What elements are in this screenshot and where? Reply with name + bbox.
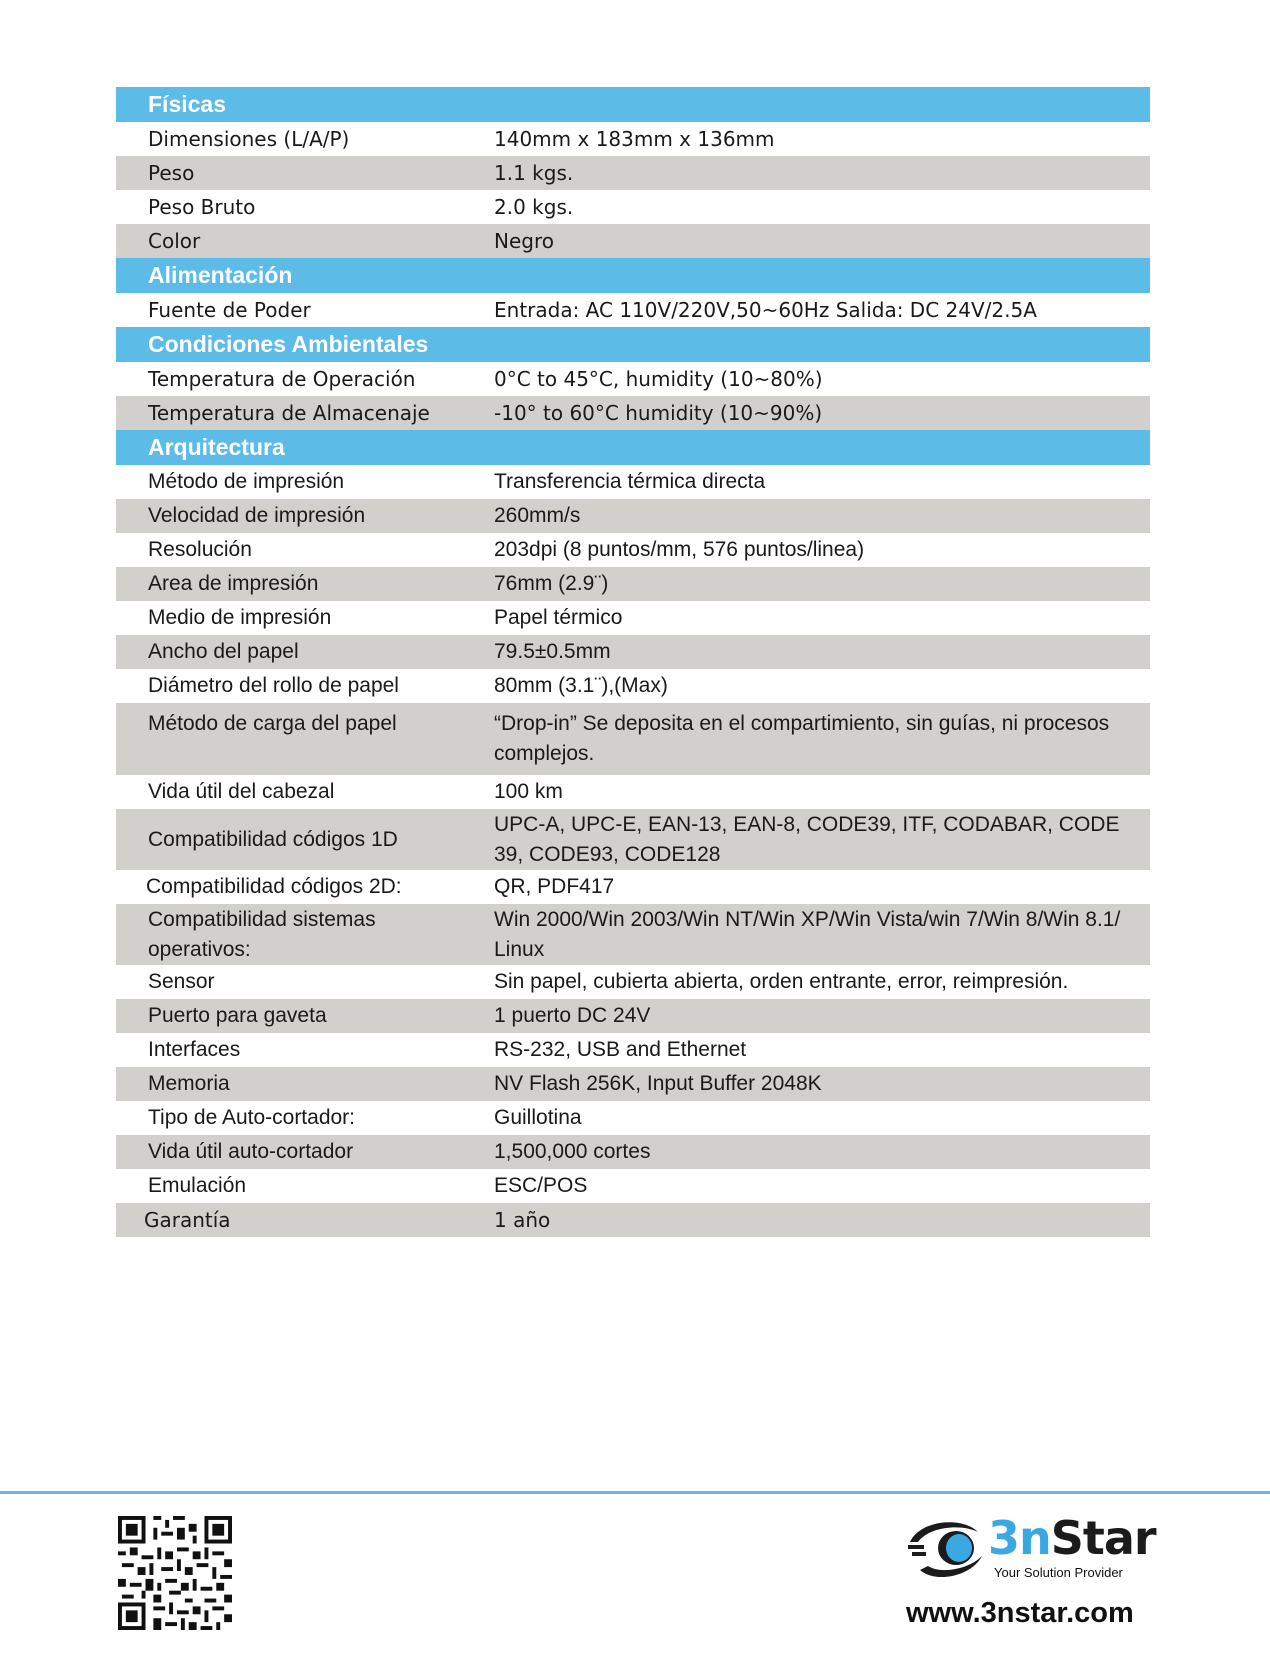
spec-value: Transferencia térmica directa	[494, 470, 766, 493]
spec-value: ESC/POS	[494, 1174, 588, 1197]
spec-label: Compatibilidad códigos 1D	[148, 827, 398, 851]
spec-label: Area de impresión	[148, 572, 319, 595]
spec-label: Método de carga del papel	[148, 712, 397, 735]
spec-row	[116, 1135, 1150, 1169]
spec-value: QR, PDF417	[494, 875, 615, 898]
spec-row	[116, 635, 1150, 669]
spec-row	[116, 1169, 1150, 1203]
spec-value: 1.1 kgs.	[494, 161, 574, 185]
spec-value: Negro	[494, 229, 554, 253]
spec-label: Diámetro del rollo de papel	[148, 674, 399, 697]
spec-label: Vida útil del cabezal	[148, 780, 335, 803]
spec-value: -10° to 60°C humidity (10~90%)	[494, 401, 823, 425]
spec-value: 260mm/s	[494, 504, 581, 527]
spec-table	[116, 87, 1150, 1237]
spec-value: 79.5±0.5mm	[494, 640, 611, 663]
spec-row	[116, 601, 1150, 635]
spec-label: Tipo de Auto-cortador:	[148, 1106, 356, 1129]
eye-logo-icon	[906, 1512, 988, 1582]
spec-row	[116, 293, 1150, 327]
spec-row	[116, 1033, 1150, 1067]
spec-row	[116, 465, 1150, 499]
spec-row	[116, 870, 1150, 904]
spec-row	[116, 156, 1150, 190]
qr-code-icon	[118, 1516, 232, 1630]
spec-row	[116, 1203, 1150, 1237]
spec-label: Vida útil auto-cortador	[148, 1140, 354, 1163]
spec-label: Dimensiones (L/A/P)	[148, 127, 350, 151]
spec-label: Puerto para gaveta	[148, 1004, 327, 1027]
spec-value: Papel térmico	[494, 606, 623, 629]
footer-divider	[0, 1491, 1270, 1494]
spec-row	[116, 190, 1150, 224]
spec-label: Ancho del papel	[148, 640, 299, 663]
spec-row	[116, 1067, 1150, 1101]
section-title: Arquitectura	[148, 434, 285, 460]
spec-value: RS-232, USB and Ethernet	[494, 1038, 747, 1061]
spec-label: Sensor	[148, 970, 215, 993]
spec-value: “Drop-in” Se deposita en el compartimiento, sin guías, ni procesos complejos.	[494, 712, 1110, 765]
spec-label: Medio de impresión	[148, 606, 332, 629]
spec-label: Memoria	[148, 1072, 230, 1095]
spec-label: Emulación	[148, 1174, 247, 1197]
spec-value: UPC-A, UPC-E, EAN-13, EAN-8, CODE39, ITF, CODABAR, CODE 39, CODE93, CODE128	[494, 812, 1120, 866]
spec-label: Peso Bruto	[148, 195, 256, 219]
spec-label: Compatibilidad sistemas operativos:	[148, 907, 376, 961]
spec-value: 0°C to 45°C, humidity (10~80%)	[494, 367, 823, 391]
spec-value: Sin papel, cubierta abierta, orden entrante, error, reimpresión.	[494, 970, 1069, 993]
spec-label: Compatibilidad códigos 2D:	[146, 875, 402, 898]
section-header-arquitectura	[116, 430, 1150, 465]
spec-value: Guillotina	[494, 1106, 582, 1129]
spec-label: Velocidad de impresión	[148, 504, 366, 527]
spec-row	[116, 809, 1150, 870]
spec-row	[116, 703, 1150, 775]
section-title: Físicas	[148, 91, 226, 117]
section-header-condiciones	[116, 327, 1150, 362]
spec-label: Temperatura de Almacenaje	[148, 401, 430, 425]
spec-row	[116, 224, 1150, 258]
section-header-fisicas	[116, 87, 1150, 122]
spec-value: 80mm (3.1¨),(Max)	[494, 674, 668, 697]
spec-value: Entrada: AC 110V/220V,50~60Hz Salida: DC 24V/2.5A	[494, 298, 1037, 322]
spec-value: 100 km	[494, 780, 563, 803]
brand-prefix: 3n	[988, 1511, 1051, 1565]
spec-row	[116, 567, 1150, 601]
spec-row	[116, 1101, 1150, 1135]
spec-value: Win 2000/Win 2003/Win NT/Win XP/Win Vista/win 7/Win 8/Win 8.1/ Linux	[494, 907, 1121, 961]
brand-name	[988, 1511, 1156, 1565]
spec-label: Interfaces	[148, 1038, 241, 1061]
section-header-alimentacion	[116, 258, 1150, 293]
spec-value: 1 año	[494, 1208, 551, 1232]
spec-row	[116, 396, 1150, 430]
spec-row	[116, 122, 1150, 156]
brand-tagline: Your Solution Provider	[994, 1565, 1123, 1580]
spec-value: 1,500,000 cortes	[494, 1140, 651, 1163]
spec-value: 1 puerto DC 24V	[494, 1004, 651, 1027]
spec-label: Método de impresión	[148, 470, 345, 493]
spec-label: Temperatura de Operación	[148, 367, 416, 391]
spec-value: 2.0 kgs.	[494, 195, 574, 219]
brand-suffix: Star	[1050, 1511, 1156, 1565]
spec-label: Resolución	[148, 538, 252, 561]
spec-value: 76mm (2.9¨)	[494, 572, 609, 595]
spec-row	[116, 499, 1150, 533]
spec-row	[116, 904, 1150, 965]
spec-row	[116, 533, 1150, 567]
section-title: Condiciones Ambientales	[148, 331, 429, 357]
section-title: Alimentación	[148, 262, 293, 288]
spec-row	[116, 775, 1150, 809]
spec-label: Color	[148, 229, 201, 253]
spec-label: Garantía	[144, 1208, 231, 1232]
spec-value: NV Flash 256K, Input Buffer 2048K	[494, 1072, 822, 1095]
spec-label: Peso	[148, 161, 195, 185]
website-url: www.3nstar.com	[906, 1597, 1134, 1629]
spec-value: 140mm x 183mm x 136mm	[494, 127, 775, 151]
spec-row	[116, 362, 1150, 396]
spec-value: 203dpi (8 puntos/mm, 576 puntos/linea)	[494, 538, 865, 561]
spec-row	[116, 669, 1150, 703]
spec-row	[116, 999, 1150, 1033]
spec-row	[116, 965, 1150, 999]
spec-label: Fuente de Poder	[148, 298, 311, 322]
